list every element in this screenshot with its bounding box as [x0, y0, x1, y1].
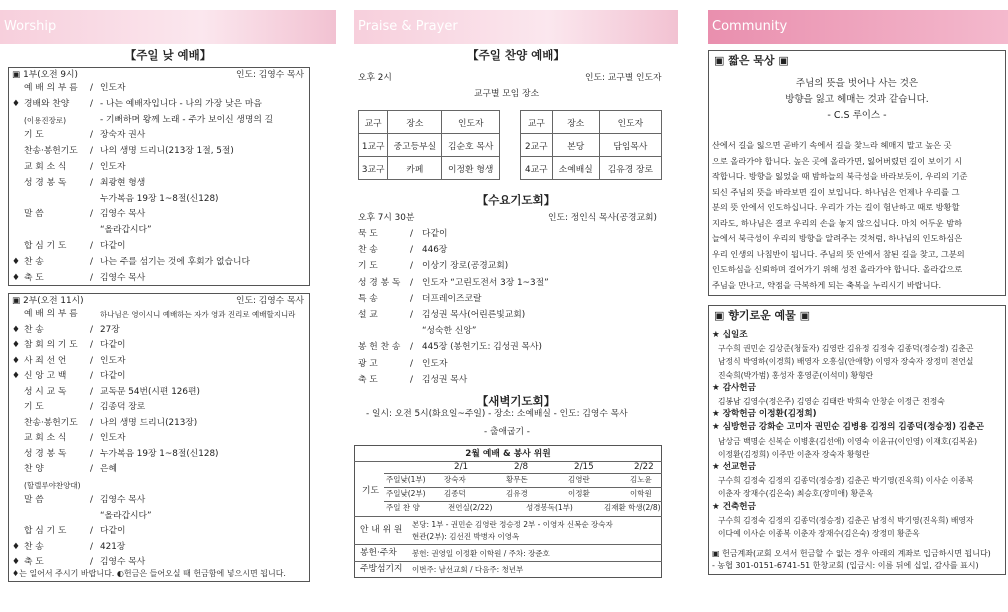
order-detail: 인도자: [422, 358, 448, 369]
offering-names: 구수희 권민순 김상준(청둘자) 김영란 김유정 김정숙 김종덕(정승정) 김춘곤: [718, 344, 974, 354]
order-item: 사 죄 선 언: [24, 355, 67, 366]
offering-names: 남상금 백명순 신복순 이병훈(김선애) 이영숙 이윤규(이인영) 이재호(김복윤): [718, 436, 978, 446]
praise-leader: 인도: 교구별 인도자: [585, 73, 662, 83]
order-item: (이용진장로): [24, 115, 67, 125]
order-detail: 김성권 목사: [422, 374, 468, 385]
order-item: 찬송·봉헌기도: [24, 417, 78, 428]
table-header: 인도자: [599, 111, 661, 134]
sunday-praise-title: 【주일 찬양 예배】: [467, 48, 565, 62]
offering-names: 진숙희(박가범) 홍성자 홍영준(이석미) 황형란: [718, 370, 874, 380]
stand-marker: ♦: [12, 557, 20, 567]
order-detail: 421장: [100, 541, 126, 552]
worship-header: [0, 10, 336, 44]
service-cell: 주일 찬 양: [386, 503, 420, 512]
service-date: 2/22: [634, 462, 654, 472]
service-head: ▣ 2부(오전 11시): [12, 296, 84, 306]
table-cell: 2교구: [521, 134, 553, 157]
group-table-right: [520, 110, 662, 180]
order-detail: 김영수 목사: [100, 209, 146, 220]
slash: /: [90, 241, 93, 251]
stand-marker: ♦: [12, 272, 20, 283]
kitchen-label: 주방섬기지: [360, 564, 403, 574]
offering-category: ★ 건축헌금: [712, 501, 756, 512]
table-cell: 이정환 형생: [442, 157, 500, 180]
praise-header-title: Praise & Prayer: [358, 19, 458, 34]
stand-marker: ♦: [12, 256, 20, 267]
order-detail: 나는 주를 섬기는 것에 후회가 없습니다: [100, 256, 250, 267]
table-cell: 3교구: [359, 157, 388, 180]
order-detail: 나의 생명 드리니(213장 1절, 5절): [100, 146, 234, 157]
order-detail: 다같이: [100, 340, 126, 350]
dawn-prayer-title: 【새벽기도회】: [476, 394, 556, 408]
order-item: 성 경 봉 독: [358, 277, 401, 288]
slash: /: [410, 245, 413, 256]
service-table-title: 2월 예배 & 봉사 위원: [465, 449, 551, 459]
group-meeting-label: 교구별 모임 장소: [474, 89, 540, 99]
stand-footnote: ♦는 일어서 주시기 바랍니다. ◐헌금은 들어오실 때 헌금함에 넣으시면 됩니다.: [12, 569, 286, 578]
slash: /: [90, 209, 93, 220]
slash: /: [90, 177, 93, 188]
table-cell: 김순호 목사: [442, 134, 500, 157]
slash: /: [90, 386, 93, 397]
table-cell: 본당: [552, 134, 599, 157]
order-detail: “올라갑시다”: [100, 510, 152, 521]
order-detail: 김성권 목사(어린른빛교회): [422, 310, 526, 320]
service-cell: 김노윤: [630, 475, 652, 484]
order-item: 찬 송: [24, 256, 44, 267]
order-detail: 더프레이즈코랄: [422, 293, 482, 304]
service-date: 2/8: [514, 462, 529, 472]
order-item: 성 경 봉 독: [24, 448, 67, 459]
stand-marker: ♦: [12, 371, 20, 381]
table-cell: 1교구: [359, 134, 388, 157]
service-cell: 주일낮(1부): [386, 475, 426, 484]
table-cell: 담임목사: [599, 134, 661, 157]
slash: /: [90, 146, 93, 157]
slash: /: [90, 526, 93, 536]
stand-marker: ♦: [12, 355, 20, 366]
slash: /: [90, 417, 93, 428]
account-number: - 농협 301-0151-6741-51 한창교회 (입금시: 이름 뒤에 십일, 감사를 표시): [712, 561, 979, 570]
order-item: 기 도: [24, 402, 44, 412]
slash: /: [90, 448, 93, 459]
table-header: 교구: [521, 111, 553, 134]
dawn-book: - 출애굽기 -: [484, 427, 530, 437]
order-detail: 김영수 목사: [100, 495, 146, 505]
order-item: 기 도: [24, 130, 44, 141]
offering-category: ★ 감사헌금: [712, 382, 756, 393]
order-item: 예 배 의 부 름: [24, 309, 78, 319]
order-detail: 김종덕 장로: [100, 402, 146, 412]
order-item: 축 도: [24, 272, 44, 283]
dawn-info: - 일시: 오전 5시(화요일~주일) - 장소: 소예배실 - 인도: 김영수 목사: [366, 409, 628, 419]
slash: /: [90, 541, 93, 552]
offering-detail: 봉헌: 권영일 이정환 이학원 / 주차: 장준호: [412, 549, 550, 558]
service-cell: 이학원: [630, 489, 652, 498]
divider: [354, 561, 662, 562]
order-item: 설 교: [358, 310, 378, 320]
order-item: 경배와 찬양: [24, 98, 70, 109]
worship-header-title: Worship: [4, 19, 57, 34]
order-detail: 27장: [100, 324, 120, 335]
order-detail: 김영수 목사: [100, 272, 146, 283]
order-item: 성 경 봉 독: [24, 177, 67, 188]
order-detail: 다같이: [422, 229, 448, 239]
stand-marker: ♦: [12, 98, 20, 109]
order-detail: 최광현 형생: [100, 177, 146, 188]
guide-label: 안 내 위 원: [360, 525, 403, 535]
offering-category: ★ 선교헌금: [712, 462, 756, 472]
offering-names: 이춘자 장재수(김은숙) 최승호(장미애) 황준옥: [718, 489, 874, 499]
service-date: 2/1: [454, 462, 469, 472]
order-item: 축 도: [358, 374, 378, 385]
service-cell: 김재환 학생(2/8): [604, 503, 661, 512]
slash: /: [90, 340, 93, 350]
slash: /: [410, 277, 413, 288]
wednesday-leader: 인도: 정인식 목사(공경교회): [548, 213, 657, 223]
meditation-line: 분의 뜻 안에서 인도하십니다. 우리가 가는 길이 험난하고 때로 방황할: [712, 202, 960, 212]
order-detail: 이상기 장로(공경교회): [422, 261, 509, 272]
offering-category: ★ 십일조: [712, 330, 748, 340]
order-item: 교 회 소 식: [24, 162, 67, 172]
praise-header: [354, 10, 678, 44]
order-detail: 하나님은 영이시니 예배하는 자가 영과 진리로 예배할지니라: [100, 310, 296, 319]
offering-names: 구수희 김정숙 김정의 김종덕(정승정) 김춘곤 남정식 박기영(진옥희) 배영자: [718, 515, 974, 525]
table-cell: 소예배실: [552, 157, 599, 180]
order-detail: 445장 (봉헌기도: 김성권 목사): [422, 342, 542, 353]
offering-names: 이다예 이사순 이종복 이춘자 장재수(김은숙) 장정미 황준옥: [718, 529, 920, 538]
service-head: ▣ 1부(오전 9시): [12, 70, 78, 80]
order-detail: 장숙자 권사: [100, 130, 146, 141]
offering-title: ▣ 향기로운 예물 ▣: [714, 309, 811, 322]
praise-time: 오후 2시: [358, 73, 392, 83]
slash: /: [410, 310, 413, 320]
order-item: 기 도: [358, 261, 378, 272]
divider: [354, 544, 662, 545]
order-item: 합 심 기 도: [24, 526, 67, 536]
order-detail: 인도자 “고린도전서 3장 1~3절”: [422, 277, 549, 288]
order-detail: 인도자: [100, 162, 126, 172]
order-item: 참 회 의 기 도: [24, 340, 78, 350]
offering-names: 이정환(김정희) 이주만 이춘자 장숙자 황형란: [718, 449, 870, 459]
order-detail: 교독문 54번(시편 126편): [100, 386, 200, 397]
stand-marker: ♦: [12, 541, 20, 552]
order-detail: 다같이: [100, 371, 126, 381]
service-cell: 황무돈: [506, 475, 528, 484]
slash: /: [90, 272, 93, 283]
prayer-label: 기도: [362, 486, 379, 496]
meditation-line: 인도하심을 신뢰하며 걸어가기 위해 성전 올라가야 합니다. 올라갑으로: [712, 264, 963, 274]
order-item: 찬 송: [24, 541, 44, 552]
service-cell: 장숙자: [444, 475, 466, 484]
slash: /: [410, 229, 413, 239]
order-item: 신 앙 고 백: [24, 371, 67, 381]
meditation-line: 되신 주님의 뜻을 바라보면 길이 보입니다. 하나님은 언제나 우리를 그: [712, 186, 960, 197]
table-header: 교구: [359, 111, 388, 134]
meditation-line: 산에서 길을 잃으면 곧바기 속에서 길을 찾느라 헤매지 말고 높은 곳: [712, 140, 952, 150]
divider: [354, 461, 662, 462]
offering-names: 남정식 박영하(이경희) 배영자 오흥심(안애향) 이영자 장숙자 장정미 전언실: [718, 357, 974, 367]
offering-category: ★ 심방헌금 강화순 고미자 권민순 김병용 김정의 김종덕(정승정) 김춘곤: [712, 422, 984, 433]
order-item: 찬 송: [24, 324, 44, 335]
offering-names: 김봉남 김영수(정은주) 김영순 김태란 박희숙 안창순 이정근 전정숙: [718, 397, 945, 406]
order-detail: - 나는 예배자입니다 - 나의 가장 낮은 마음: [100, 98, 262, 109]
divider: [354, 516, 662, 517]
order-item: 성 시 교 독: [24, 386, 67, 397]
order-item: 예 배 의 부 름: [24, 83, 78, 93]
slash: /: [90, 402, 93, 412]
account-info: ▣ 헌금계좌(교회 오셔서 헌금할 수 없는 경우 아래의 계좌로 입금하시면 됩니다): [712, 549, 991, 558]
order-item: 말 씀: [24, 209, 44, 220]
order-item: 합 심 기 도: [24, 241, 67, 251]
order-item: 봉 헌 찬 송: [358, 342, 401, 353]
meditation-title: ▣ 짧은 묵상 ▣: [714, 54, 789, 67]
order-item: 찬 양: [24, 464, 44, 474]
community-header-title: Community: [712, 19, 788, 34]
table-header: 장소: [552, 111, 599, 134]
order-detail: “성숙한 신앙”: [422, 326, 477, 337]
order-item: 광 고: [358, 358, 378, 369]
table-header: 인도자: [442, 111, 500, 134]
order-detail: - 기뻐하며 왕께 노래 - 주가 보이신 생명의 길: [100, 114, 274, 125]
order-detail: 김영수 목사: [100, 557, 146, 567]
slash: /: [90, 355, 93, 366]
slash: /: [410, 261, 413, 272]
order-detail: 446장: [422, 245, 448, 256]
table-header: 장소: [388, 111, 442, 134]
service-cell: 이정환: [568, 489, 590, 498]
guide-line-1: 본당: 1부 - 권민순 김영란 정승정 2부 - 이영자 신복순 장숙자: [412, 520, 613, 529]
offering-label: 봉헌·주차: [360, 548, 397, 558]
quote-author: - C.S 루이스 -: [827, 110, 887, 121]
order-detail: “올라갑시다”: [100, 225, 152, 236]
service-date: 2/15: [574, 462, 594, 472]
quote-line-1: 주님의 뜻을 벗어나 사는 것은: [795, 78, 919, 89]
order-detail: 인도자: [100, 83, 126, 93]
slash: /: [90, 495, 93, 505]
slash: /: [410, 293, 413, 304]
offering-names: 구수희 김정숙 김정의 김종덕(정승정) 김춘곤 박기영(진옥희) 이사순 이종복: [718, 476, 974, 486]
order-detail: 나의 생명 드리니(213장): [100, 417, 198, 428]
service-leader: 인도: 김영수 목사: [236, 296, 305, 306]
service-cell: 주일낮(2부): [386, 489, 426, 498]
order-detail: 다같이: [100, 241, 126, 251]
order-item: 교 회 소 식: [24, 433, 67, 443]
order-detail: 누가복음 19장 1~8절(신128): [100, 448, 219, 459]
table-cell: 4교구: [521, 157, 553, 180]
order-item: 찬송·봉헌기도: [24, 146, 78, 157]
meditation-line: 주님을 만나고, 약점을 극복하게 되는 축복을 누리시기 바랍니다.: [712, 279, 942, 290]
slash: /: [410, 342, 413, 353]
meditation-line: 작합니다. 방향을 잃었을 때 밤하늘의 북극성을 바라보듯이, 우리의 기준: [712, 171, 968, 181]
order-item: 축 도: [24, 557, 44, 567]
service-cell: 전언실(2/22): [448, 503, 493, 512]
offering-category: ★ 장학헌금 이정환(김정희): [712, 409, 817, 420]
slash: /: [90, 83, 93, 93]
slash: /: [90, 557, 93, 567]
order-item: 묵 도: [358, 229, 378, 239]
guide-line-2: 현관(2부): 김선진 박병자 이영옥: [412, 532, 520, 541]
slash: /: [410, 374, 413, 385]
meditation-line: 으로 올라가야 합니다. 높은 곳에 올라가면, 잃어버렸던 길이 보이기 시: [712, 155, 963, 166]
service-cell: 김유경: [506, 489, 528, 498]
meditation-line: 늘에서 북극성이 우리의 방향을 알려주는 것처럼, 하나님의 인도하심은: [712, 233, 963, 243]
wednesday-time: 오후 7시 30분: [358, 213, 415, 223]
order-item: 말 씀: [24, 495, 44, 505]
slash: /: [90, 256, 93, 267]
slash: /: [410, 358, 413, 369]
meditation-line: 우리 인생의 나침반이 됩니다. 주님의 뜻 안에서 참된 길을 찾고, 그분의: [712, 248, 965, 259]
slash: /: [90, 130, 93, 141]
group-table-left: [358, 110, 500, 180]
quote-line-2: 방향을 잃고 헤매는 것과 같습니다.: [785, 94, 929, 105]
order-detail: 인도자: [100, 433, 126, 443]
order-item: 찬 송: [358, 245, 378, 256]
stand-marker: ♦: [12, 324, 20, 335]
order-detail: 인도자: [100, 355, 126, 366]
slash: /: [90, 162, 93, 172]
service-cell: 김영란: [568, 475, 590, 484]
sunday-worship-title: 【주일 낮 예배】: [124, 48, 212, 62]
table-cell: 김유경 장로: [599, 157, 661, 180]
slash: /: [90, 371, 93, 381]
kitchen-detail: 이번주: 남선교회 / 다음주: 청년부: [412, 565, 524, 574]
service-cell: 성경봉독(1부): [526, 503, 573, 512]
stand-marker: ♦: [12, 340, 20, 350]
community-header: [708, 10, 1008, 44]
slash: /: [90, 98, 93, 109]
slash: /: [90, 324, 93, 335]
slash: /: [90, 433, 93, 443]
service-cell: 김종덕: [444, 489, 466, 498]
order-detail: 은혜: [100, 464, 117, 474]
table-cell: 카페: [388, 157, 442, 180]
order-detail: 누가복음 19장 1~8절(신128): [100, 193, 219, 204]
order-item: 특 송: [358, 293, 378, 304]
order-detail: 다같이: [100, 526, 126, 536]
slash: /: [90, 464, 93, 474]
meditation-line: 지라도, 하나님은 결코 우리의 손을 놓지 않으십니다. 마치 어두운 밤하: [712, 217, 963, 228]
service-leader: 인도: 김영수 목사: [236, 70, 305, 80]
table-cell: 중고등부실: [388, 134, 442, 157]
wednesday-prayer-title: 【수요기도회】: [476, 193, 556, 207]
order-item: (할렐루야찬양대): [24, 480, 81, 490]
